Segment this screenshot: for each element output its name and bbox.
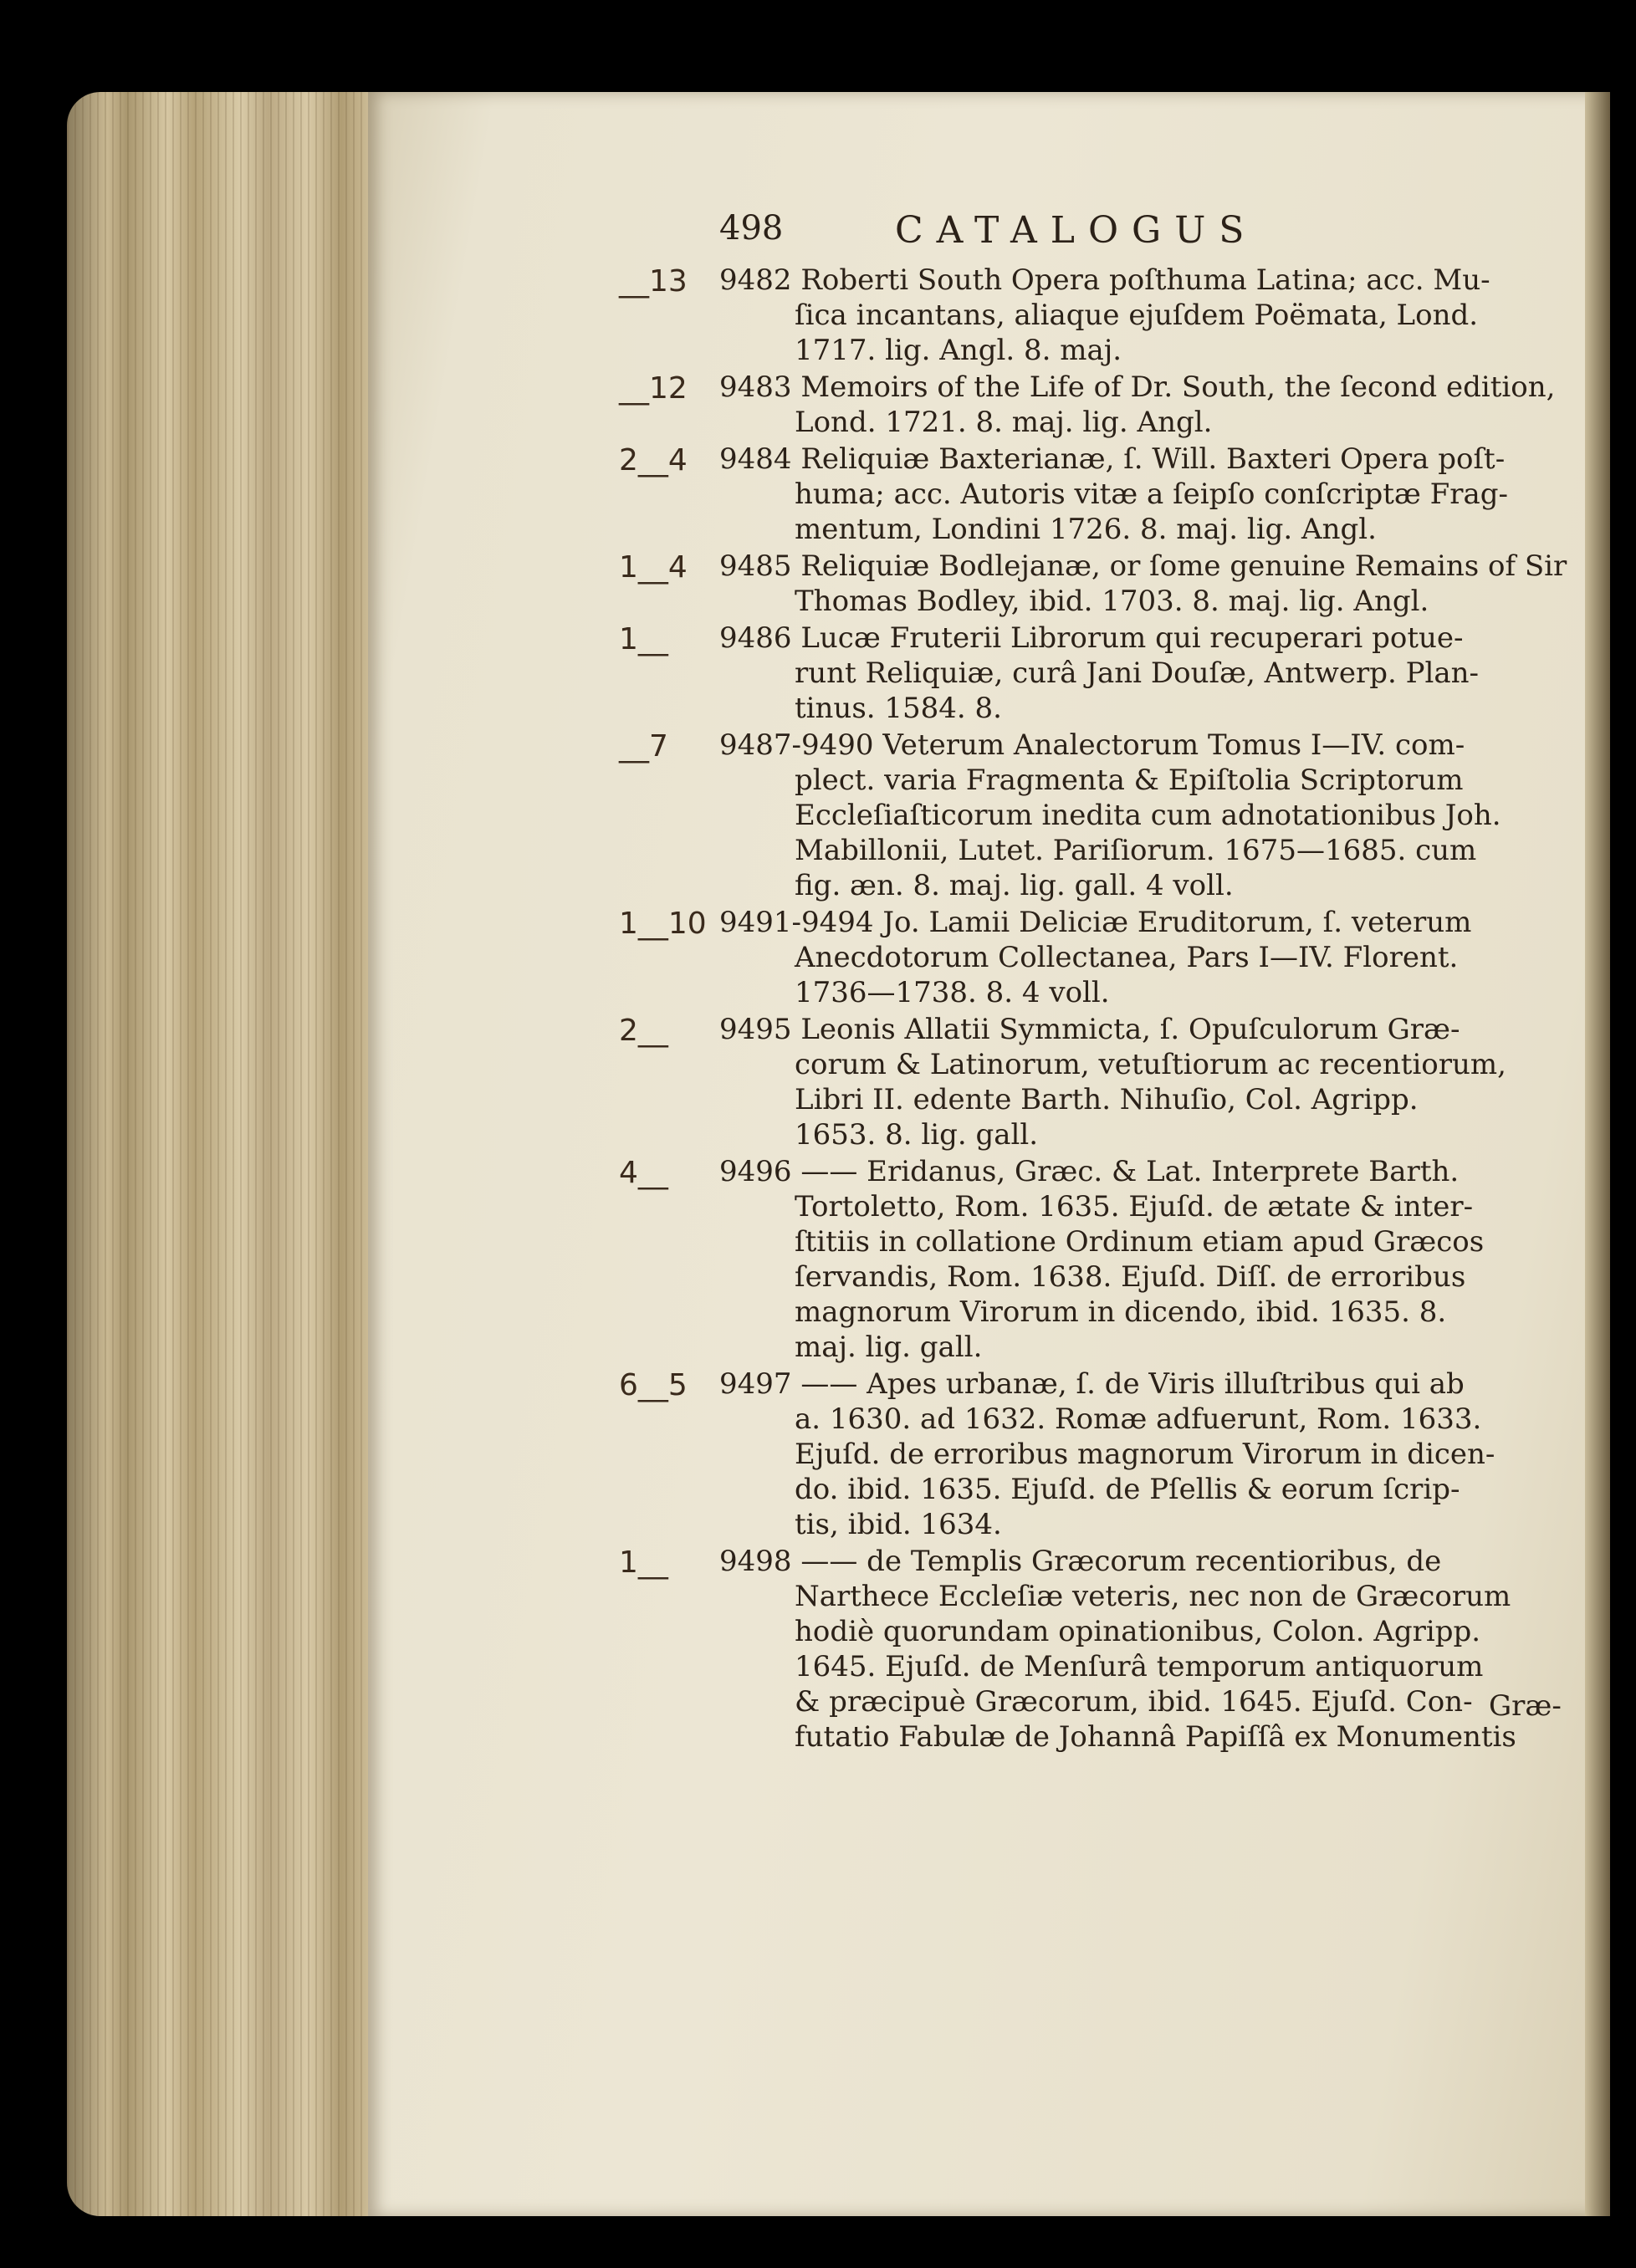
entry-line: mentum, Londini 1726. 8. maj. lig. Angl.	[795, 513, 1377, 546]
entry-line: Thomas Bodley, ibid. 1703. 8. maj. lig. Angl.	[795, 585, 1429, 618]
entry-line: ſtitiis in collatione Ordinum etiam apud Græcos	[795, 1225, 1485, 1259]
entry-first-line: 9491-9494 Jo. Lamii Deliciæ Eruditorum, ſ. veterum	[719, 906, 1472, 939]
catalogue-entry	[719, 442, 1564, 547]
entry-line: ſervandis, Rom. 1638. Ejuſd. Diſſ. de erroribus	[795, 1260, 1466, 1294]
page-number: 498	[719, 209, 784, 248]
page-content	[719, 209, 1567, 1756]
catalogue-entry	[719, 370, 1564, 440]
handwritten-price: __7	[619, 729, 668, 764]
entry-line: tinus. 1584. 8.	[795, 692, 1002, 725]
entry-line: magnorum Virorum in dicendo, ibid. 1635. 8.	[795, 1295, 1447, 1329]
handwritten-price: 1__4	[619, 550, 688, 585]
entry-line: ſica incantans, aliaque ejuſdem Poëmata, Lond.	[795, 299, 1479, 332]
catalogue-entry	[719, 1012, 1564, 1152]
entry-line: Anecdotorum Collectanea, Pars I—IV. Florent.	[795, 941, 1459, 974]
entry-first-line: 9484 Reliquiæ Baxterianæ, ſ. Will. Baxteri Opera poſt-	[719, 442, 1506, 476]
handwritten-price: __13	[619, 264, 688, 299]
entry-first-line: 9495 Leonis Allatii Symmicta, ſ. Opuſculorum Græ-	[719, 1013, 1460, 1046]
catalogue-entries	[719, 263, 1567, 1755]
handwritten-price: 2__4	[619, 443, 688, 478]
entry-line: Tortoletto, Rom. 1635. Ejuſd. de ætate & inter-	[795, 1190, 1474, 1223]
handwritten-price: __12	[619, 371, 688, 406]
catalogue-entry	[719, 1366, 1564, 1542]
handwritten-price: 1__	[619, 622, 668, 656]
catalogue-entry	[719, 728, 1564, 903]
entry-first-line: 9483 Memoirs of the Life of Dr. South, the ſecond edition,	[719, 370, 1556, 404]
entry-line: Lond. 1721. 8. maj. lig. Angl.	[795, 406, 1213, 439]
entry-line: tis, ibid. 1634.	[795, 1508, 1002, 1541]
handwritten-price: 4__	[619, 1156, 668, 1190]
entry-line: runt Reliquiæ, curâ Jani Douſæ, Antwerp. Plan-	[795, 656, 1480, 690]
entry-line: 1653. 8. lig. gall.	[795, 1118, 1039, 1152]
entry-line: do. ibid. 1635. Ejuſd. de Pſellis & eorum ſcrip-	[795, 1473, 1460, 1506]
entry-line: hodiè quorundam opinationibus, Colon. Agripp.	[795, 1615, 1481, 1648]
entry-line: huma; acc. Autoris vitæ a ſeipſo conſcriptæ Frag-	[795, 478, 1509, 511]
entry-line: 1645. Ejuſd. de Menſurâ temporum antiquorum	[795, 1650, 1484, 1683]
entry-first-line: 9497 —— Apes urbanæ, ſ. de Viris illuſtribus qui ab	[719, 1367, 1465, 1401]
entry-line: 1736—1738. 8. 4 voll.	[795, 976, 1110, 1009]
entry-line: plect. varia Fragmenta & Epiſtolia Scriptorum	[795, 764, 1464, 797]
entry-first-line: 9498 —— de Templis Græcorum recentioribus, de	[719, 1545, 1442, 1578]
entry-first-line: 9486 Lucæ Fruterii Librorum qui recuperari potue-	[719, 621, 1464, 655]
entry-line: Libri II. edente Barth. Nihuſio, Col. Agripp.	[795, 1083, 1419, 1116]
entry-first-line: 9482 Roberti South Opera poſthuma Latina; acc. Mu-	[719, 263, 1490, 297]
entry-line: corum & Latinorum, vetuſtiorum ac recentiorum,	[795, 1048, 1506, 1081]
catchword: Græ-	[1489, 1689, 1562, 1723]
entry-line: maj. lig. gall.	[795, 1331, 983, 1364]
entry-line: a. 1630. ad 1632. Romæ adfuerunt, Rom. 1633.	[795, 1402, 1482, 1436]
entry-line: fig. æn. 8. maj. lig. gall. 4 voll.	[795, 869, 1234, 902]
catalogue-entry	[719, 621, 1564, 726]
catalogue-entry	[719, 905, 1564, 1010]
handwritten-price: 6__5	[619, 1368, 688, 1402]
entry-line: Ejuſd. de erroribus magnorum Virorum in dicen-	[795, 1438, 1495, 1471]
entry-first-line: 9485 Reliquiæ Bodlejanæ, or ſome genuine Remains of Sir	[719, 549, 1567, 583]
handwritten-price: 1__10	[619, 907, 707, 941]
entry-line: Narthece Eccleſiæ veteris, nec non de Græcorum	[795, 1580, 1511, 1613]
catalogue-entry	[719, 263, 1564, 368]
catalogue-entry	[719, 1544, 1564, 1755]
catalogue-entry	[719, 1154, 1564, 1365]
entry-line: Eccleſiaſticorum inedita cum adnotationibus Joh.	[795, 799, 1501, 832]
catalogue-entry	[719, 549, 1567, 619]
handwritten-price: 2__	[619, 1014, 668, 1048]
running-title: CATALOGUS	[895, 209, 1258, 252]
page-edge-shadow	[1585, 92, 1610, 2216]
entry-line: 1717. lig. Angl. 8. maj.	[795, 334, 1122, 367]
page-edges	[67, 92, 401, 2216]
page-header	[719, 209, 1564, 263]
entry-line: Mabillonii, Lutet. Pariſiorum. 1675—1685. cum	[795, 834, 1477, 867]
handwritten-price: 1__	[619, 1545, 668, 1580]
entry-line: futatio Fabulæ de Johannâ Papiſſâ ex Monumentis	[795, 1720, 1516, 1754]
entry-first-line: 9487-9490 Veterum Analectorum Tomus I—IV. com-	[719, 728, 1465, 762]
entry-first-line: 9496 —— Eridanus, Græc. & Lat. Interprete Barth.	[719, 1155, 1460, 1188]
entry-line: & præcipuè Græcorum, ibid. 1645. Ejuſd. Con-	[795, 1685, 1473, 1719]
